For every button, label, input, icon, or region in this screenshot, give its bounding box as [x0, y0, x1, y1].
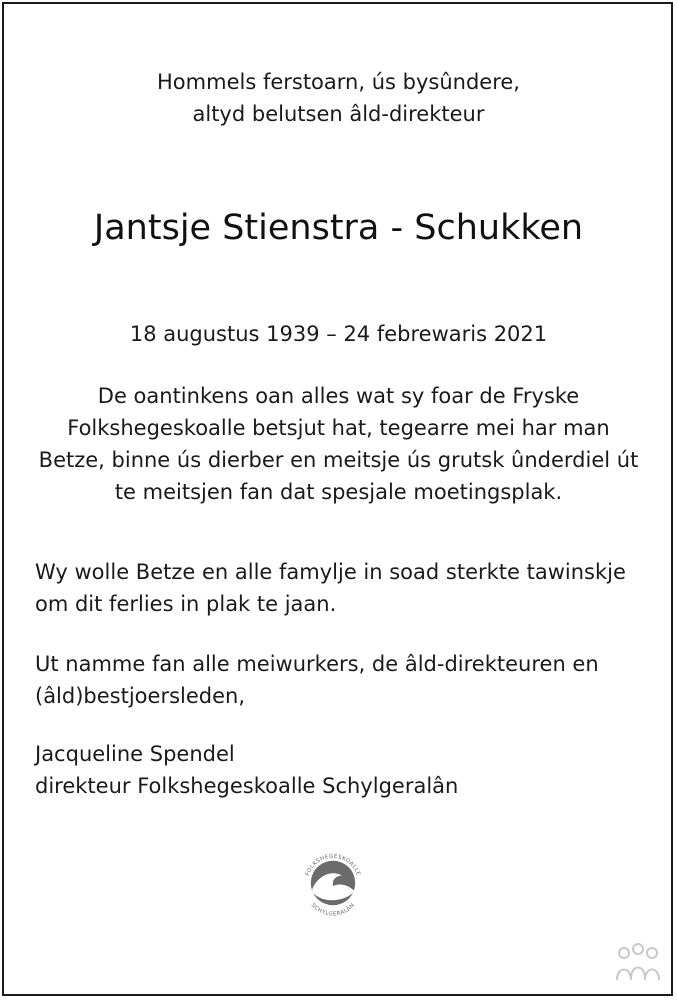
- people-group-icon: [614, 940, 662, 982]
- signature-block: [35, 738, 458, 802]
- behalf-line: Ut namme fan alle meiwurkers, de âld-direkteuren en: [35, 652, 599, 676]
- deceased-name: Jantsje Stienstra - Schukken: [93, 208, 584, 248]
- memory-line: Betze, binne ús dierber en meitsje ús grutsk ûnderdiel út: [38, 448, 639, 472]
- intro-line: altyd belutsen âld-direkteur: [192, 102, 485, 126]
- folkshegeskoalle-wave-logo: [296, 846, 370, 920]
- life-dates: 18 augustus 1939 – 24 febrewaris 2021: [129, 322, 548, 346]
- memory-text: [0, 380, 677, 508]
- signatory-name: Jacqueline Spendel: [35, 742, 235, 766]
- behalf-line: (âld)bestjoersleden,: [35, 684, 246, 708]
- on-behalf-text: [35, 648, 599, 712]
- signatory-title: direkteur Folkshegeskoalle Schylgeralân: [35, 774, 459, 798]
- memory-line: te meitsjen fan dat spesjale moetingsplak.: [114, 480, 563, 504]
- memory-line: De oantinkens oan alles wat sy foar de Fryske: [97, 384, 580, 408]
- intro-text: [0, 66, 677, 130]
- logo-bottom-text: SCHYLGERALÂN: [309, 902, 357, 918]
- wishes-line: Wy wolle Betze en alle famylje in soad sterkte tawinskje: [35, 560, 626, 584]
- wishes-text: [35, 556, 626, 620]
- intro-line: Hommels ferstoarn, ús bysûndere,: [157, 70, 520, 94]
- memory-line: Folkshegeskoalle betsjut hat, tegearre mei har man: [67, 416, 610, 440]
- wishes-line: om dit ferlies in plak te jaan.: [35, 592, 337, 616]
- logo-top-text: FOLKSHEGESKOALLE: [304, 853, 362, 877]
